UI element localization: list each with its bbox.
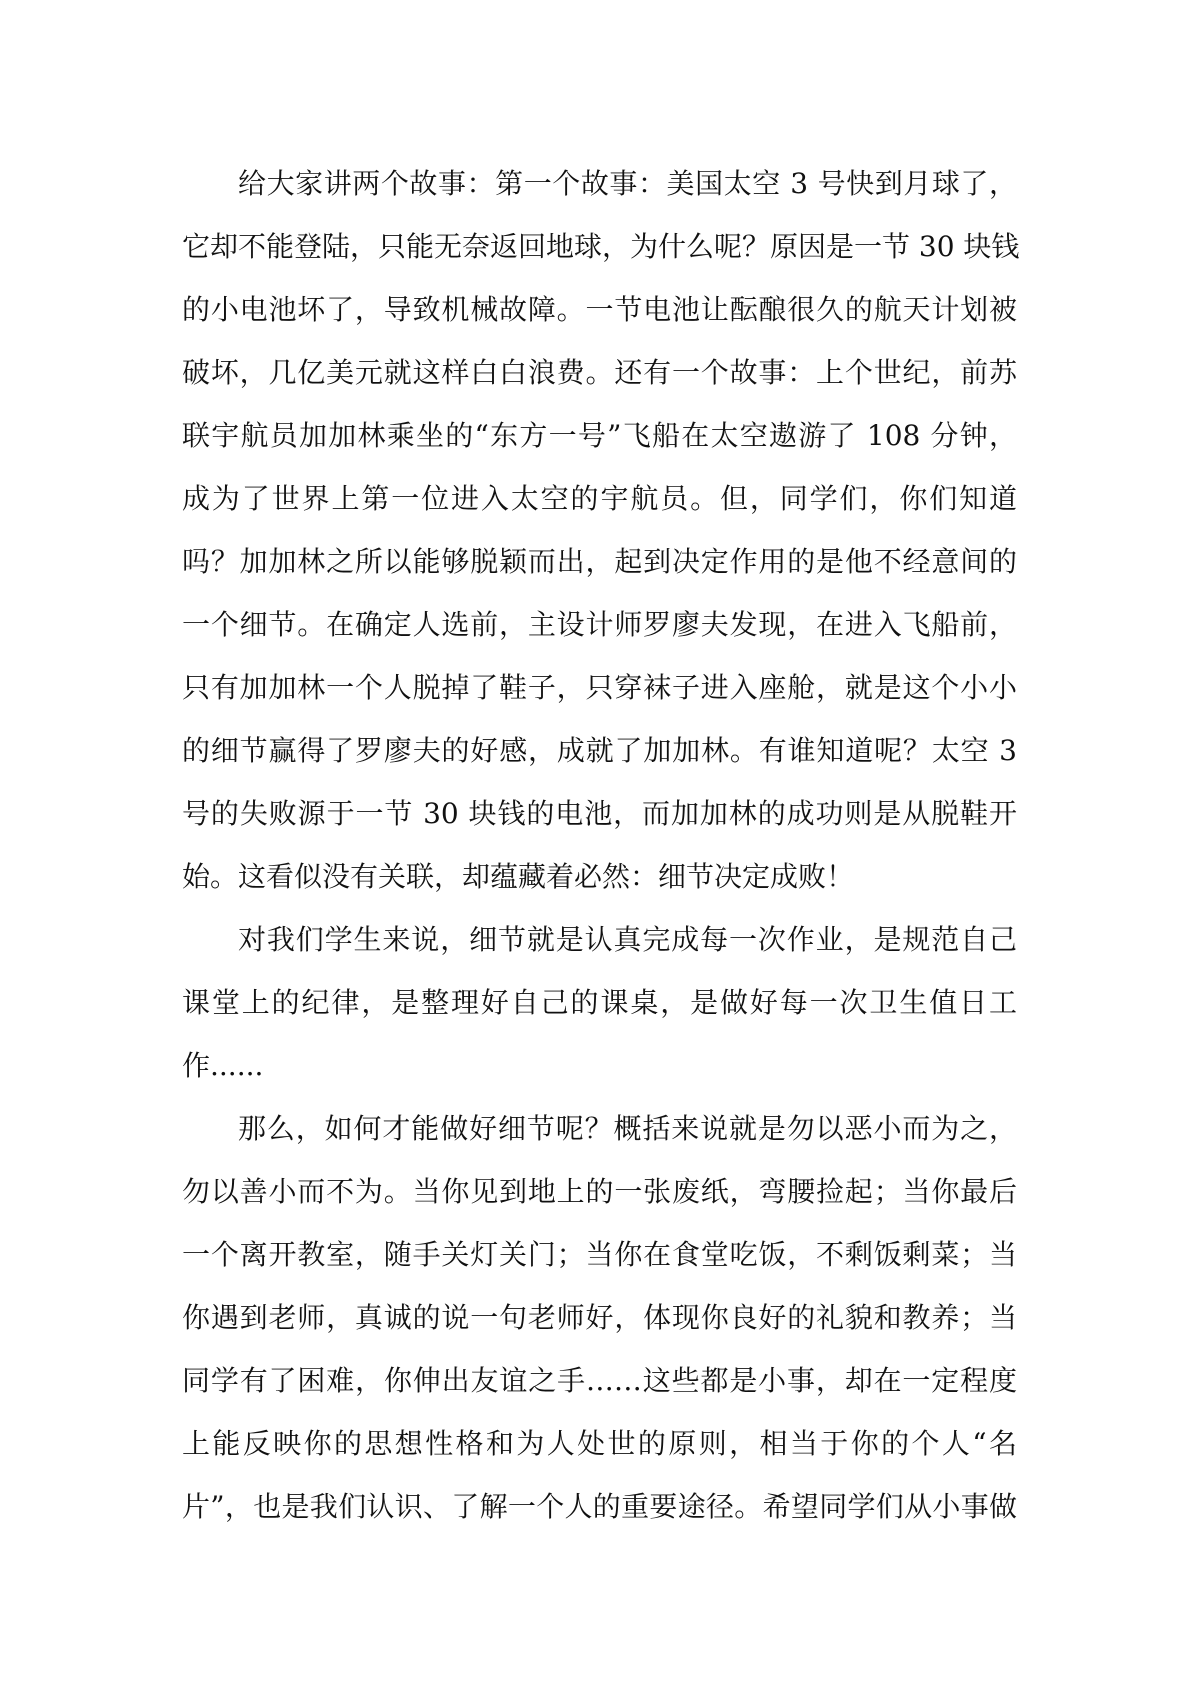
text-line: 给大家讲两个故事：第一个故事：美国太空 3 号快到月球了，: [238, 167, 1017, 200]
body-text: [182, 152, 1020, 1538]
text-line: 吗？加加林之所以能够脱颖而出，起到决定作用的是他不经意间的: [182, 545, 1017, 578]
text-line: 只有加加林一个人脱掉了鞋子，只穿袜子进入座舱，就是这个小小: [182, 671, 1017, 704]
text-line: 破坏，几亿美元就这样白白浪费。还有一个故事：上个世纪，前苏: [182, 356, 1017, 389]
text-line: 对我们学生来说，细节就是认真完成每一次作业，是规范自己: [238, 923, 1017, 956]
text-line: 上能反映你的思想性格和为人处世的原则，相当于你的个人“名: [182, 1427, 1017, 1460]
text-line: 同学有了困难，你伸出友谊之手……这些都是小事，却在一定程度: [182, 1364, 1017, 1397]
text-line: 它却不能登陆，只能无奈返回地球，为什么呢？原因是一节 30 块钱: [182, 230, 1020, 263]
paragraph-student-details: [182, 908, 1017, 1097]
text-line: 作......: [182, 1049, 264, 1082]
text-line: 一个离开教室，随手关灯关门；当你在食堂吃饭，不剩饭剩菜；当: [182, 1238, 1017, 1271]
text-line: 勿以善小而不为。当你见到地上的一张废纸，弯腰捡起；当你最后: [182, 1175, 1017, 1208]
text-line: 的细节赢得了罗廖夫的好感，成就了加加林。有谁知道呢？太空 3: [182, 734, 1017, 767]
paragraph-how-to: [182, 1097, 1017, 1538]
text-line: 号的失败源于一节 30 块钱的电池，而加加林的成功则是从脱鞋开: [182, 797, 1017, 830]
text-line: 联宇航员加加林乘坐的“东方一号”飞船在太空遨游了 108 分钟，: [182, 419, 1017, 452]
text-line: 片”，也是我们认识、了解一个人的重要途径。希望同学们从小事做: [182, 1490, 1017, 1523]
text-line: 一个细节。在确定人选前，主设计师罗廖夫发现，在进入飞船前，: [182, 608, 1017, 641]
paragraph-stories: [182, 152, 1020, 908]
text-line: 始。这看似没有关联，却蕴藏着必然：细节决定成败！: [182, 860, 855, 893]
text-line: 成为了世界上第一位进入太空的宇航员。但，同学们，你们知道: [182, 482, 1017, 515]
text-line: 你遇到老师，真诚的说一句老师好，体现你良好的礼貌和教养；当: [182, 1301, 1017, 1334]
text-line: 那么，如何才能做好细节呢？概括来说就是勿以恶小而为之，: [238, 1112, 1017, 1145]
text-line: 的小电池坏了，导致机械故障。一节电池让酝酿很久的航天计划被: [182, 293, 1017, 326]
text-line: 课堂上的纪律，是整理好自己的课桌，是做好每一次卫生值日工: [182, 986, 1017, 1019]
